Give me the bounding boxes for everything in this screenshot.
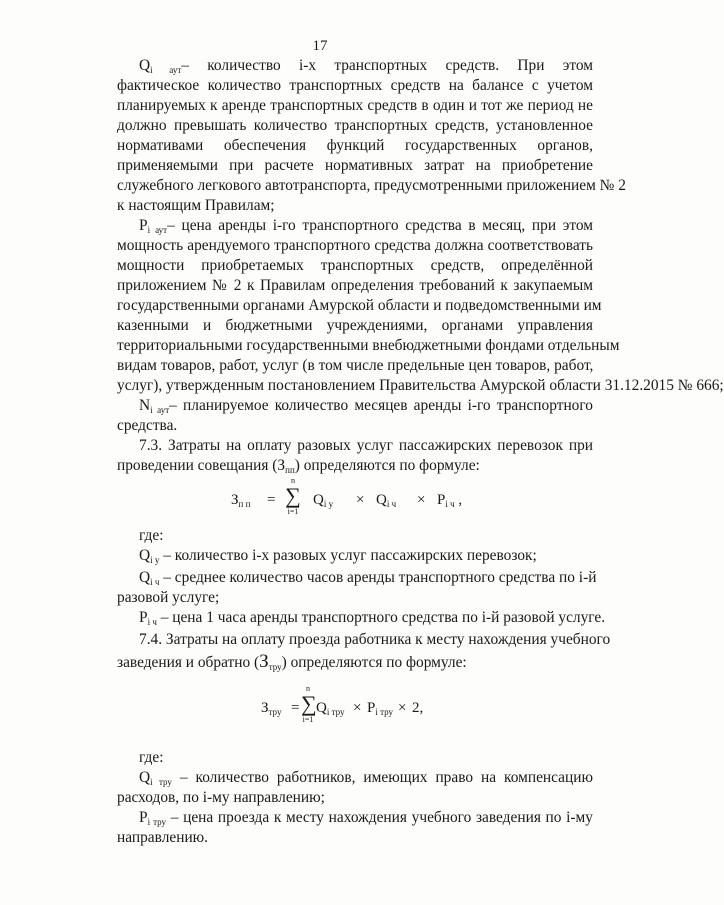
equals-sign: =	[267, 492, 276, 508]
text-line: планируемых к аренде транспортных средств в один и тот же период не	[117, 97, 593, 114]
times-sign: ×	[398, 700, 407, 716]
symbol-p-aut: $P_{i аут}-$	[139, 217, 175, 235]
section-7-4-line: заведения и обратно $(З_{тру})$ определяются по формуле:	[117, 651, 467, 672]
section-7-3-line: проведении совещания $(З_{пп})$ определяются по формуле:	[117, 457, 480, 475]
symbol-z-tru: $З_{тру}$	[259, 651, 282, 672]
formula-lhs: $З_{п п}$	[231, 492, 251, 509]
formula-constant: 2,	[412, 700, 424, 716]
definition-q-itru: $Q_{i тру}$ – количество работников, имеющих право на компенсацию	[139, 769, 593, 787]
text-line: направлению.	[117, 829, 209, 846]
text-line: нормативами обеспечения функций государственных органов,	[117, 137, 593, 154]
symbol-n-aut: $N_{i аут}-$	[139, 397, 177, 415]
symbol-q-aut: $Q_{i аут}-$	[139, 57, 189, 75]
times-sign: ×	[353, 700, 362, 716]
formula-term-p-itru: $P_{i тру}$	[367, 700, 394, 717]
page-number: 17	[312, 38, 328, 54]
text-line: видам товаров, работ, услуг (в том числе предельные цен товаров, работ,	[117, 357, 594, 374]
text-line: государственными органами Амурской области и подведомственными им	[117, 297, 602, 314]
text-line: должно превышать количество транспортных средств, установленное	[117, 117, 593, 134]
text-line: приложением № 2 к Правилам определения требований к закупаемым	[117, 277, 593, 294]
sum-sign: n ∑ i=1	[301, 684, 317, 724]
formula-z-pp	[231, 476, 491, 524]
text-line: казенными и бюджетными учреждениями, органами управления	[117, 317, 593, 334]
symbol-z-pp: $З_{пп}$	[277, 457, 295, 475]
definition-q-ich: $Q_{i ч}$ – среднее количество часов аренды транспортного средства по i-й	[139, 569, 597, 587]
formula-lhs: $З_{тру}$	[261, 700, 282, 717]
text-line: мощность арендуемого транспортного средства должна соответствовать	[117, 237, 593, 254]
where-label: где:	[139, 749, 164, 766]
times-sign: ×	[356, 492, 365, 508]
text-line: применяемыми при расчете нормативных затрат на приобретение	[117, 157, 593, 174]
section-7-3-heading: 7.3. Затраты на оплату разовых услуг пассажирских перевозок при	[139, 437, 593, 454]
definition-q-aut: $Q_{i аут}-$ количество i-х транспортных средств. При этом	[139, 57, 593, 75]
definition-p-itru: $P_{i тру}$ – цена проезда к месту нахождения учебного заведения по i-му	[139, 809, 593, 827]
text-line: к настоящим Правилам;	[117, 197, 275, 214]
formula-term-q-iy: $Q_{i у}$	[313, 492, 334, 509]
definition-p-aut: $P_{i аут}-$ цена аренды i-го транспортного средства в месяц, при этом	[139, 217, 593, 235]
sum-sign: n ∑ i=1	[285, 476, 301, 516]
formula-term-q-itru: $Q_{i тру}$	[316, 700, 345, 717]
definition-n-aut: $N_{i аут}-$ планируемое количество месяцев аренды i-го транспортного	[139, 397, 594, 415]
text-line: расходов, по i-му направлению;	[117, 789, 325, 806]
text-line: услуг), утвержденным постановлением Правительства Амурской области 31.12.2015 № 666;	[117, 377, 724, 394]
formula-term-q-ich: $Q_{i ч}$	[376, 492, 397, 509]
definition-p-ich: $P_{i ч}$ – цена 1 часа аренды транспортного средства по i-й разовой услуге.	[139, 609, 606, 627]
text-line: разовой услуге;	[117, 589, 220, 606]
text-line: территориальными государственными внебюджетными фондами отдельным	[117, 337, 620, 354]
text-line: фактическое количество транспортных средств на балансе с учетом	[117, 77, 593, 94]
equals-sign: =	[291, 700, 300, 716]
where-label: где:	[139, 527, 164, 544]
times-sign: ×	[417, 492, 426, 508]
section-7-4-heading: 7.4. Затраты на оплату проезда работника к месту нахождения учебного	[139, 631, 611, 648]
formula-z-tru	[261, 678, 431, 726]
text-line: средства.	[117, 417, 178, 434]
text-line: служебного легкового автотранспорта, предусмотренными приложением № 2	[117, 177, 626, 194]
definition-q-iy: $Q_{i у}$ – количество i-х разовых услуг пассажирских перевозок;	[139, 547, 537, 565]
text-line: мощности приобретаемых транспортных средств, определённой	[117, 257, 593, 274]
formula-term-p-ich: $P_{i ч}$ ,	[437, 492, 463, 509]
